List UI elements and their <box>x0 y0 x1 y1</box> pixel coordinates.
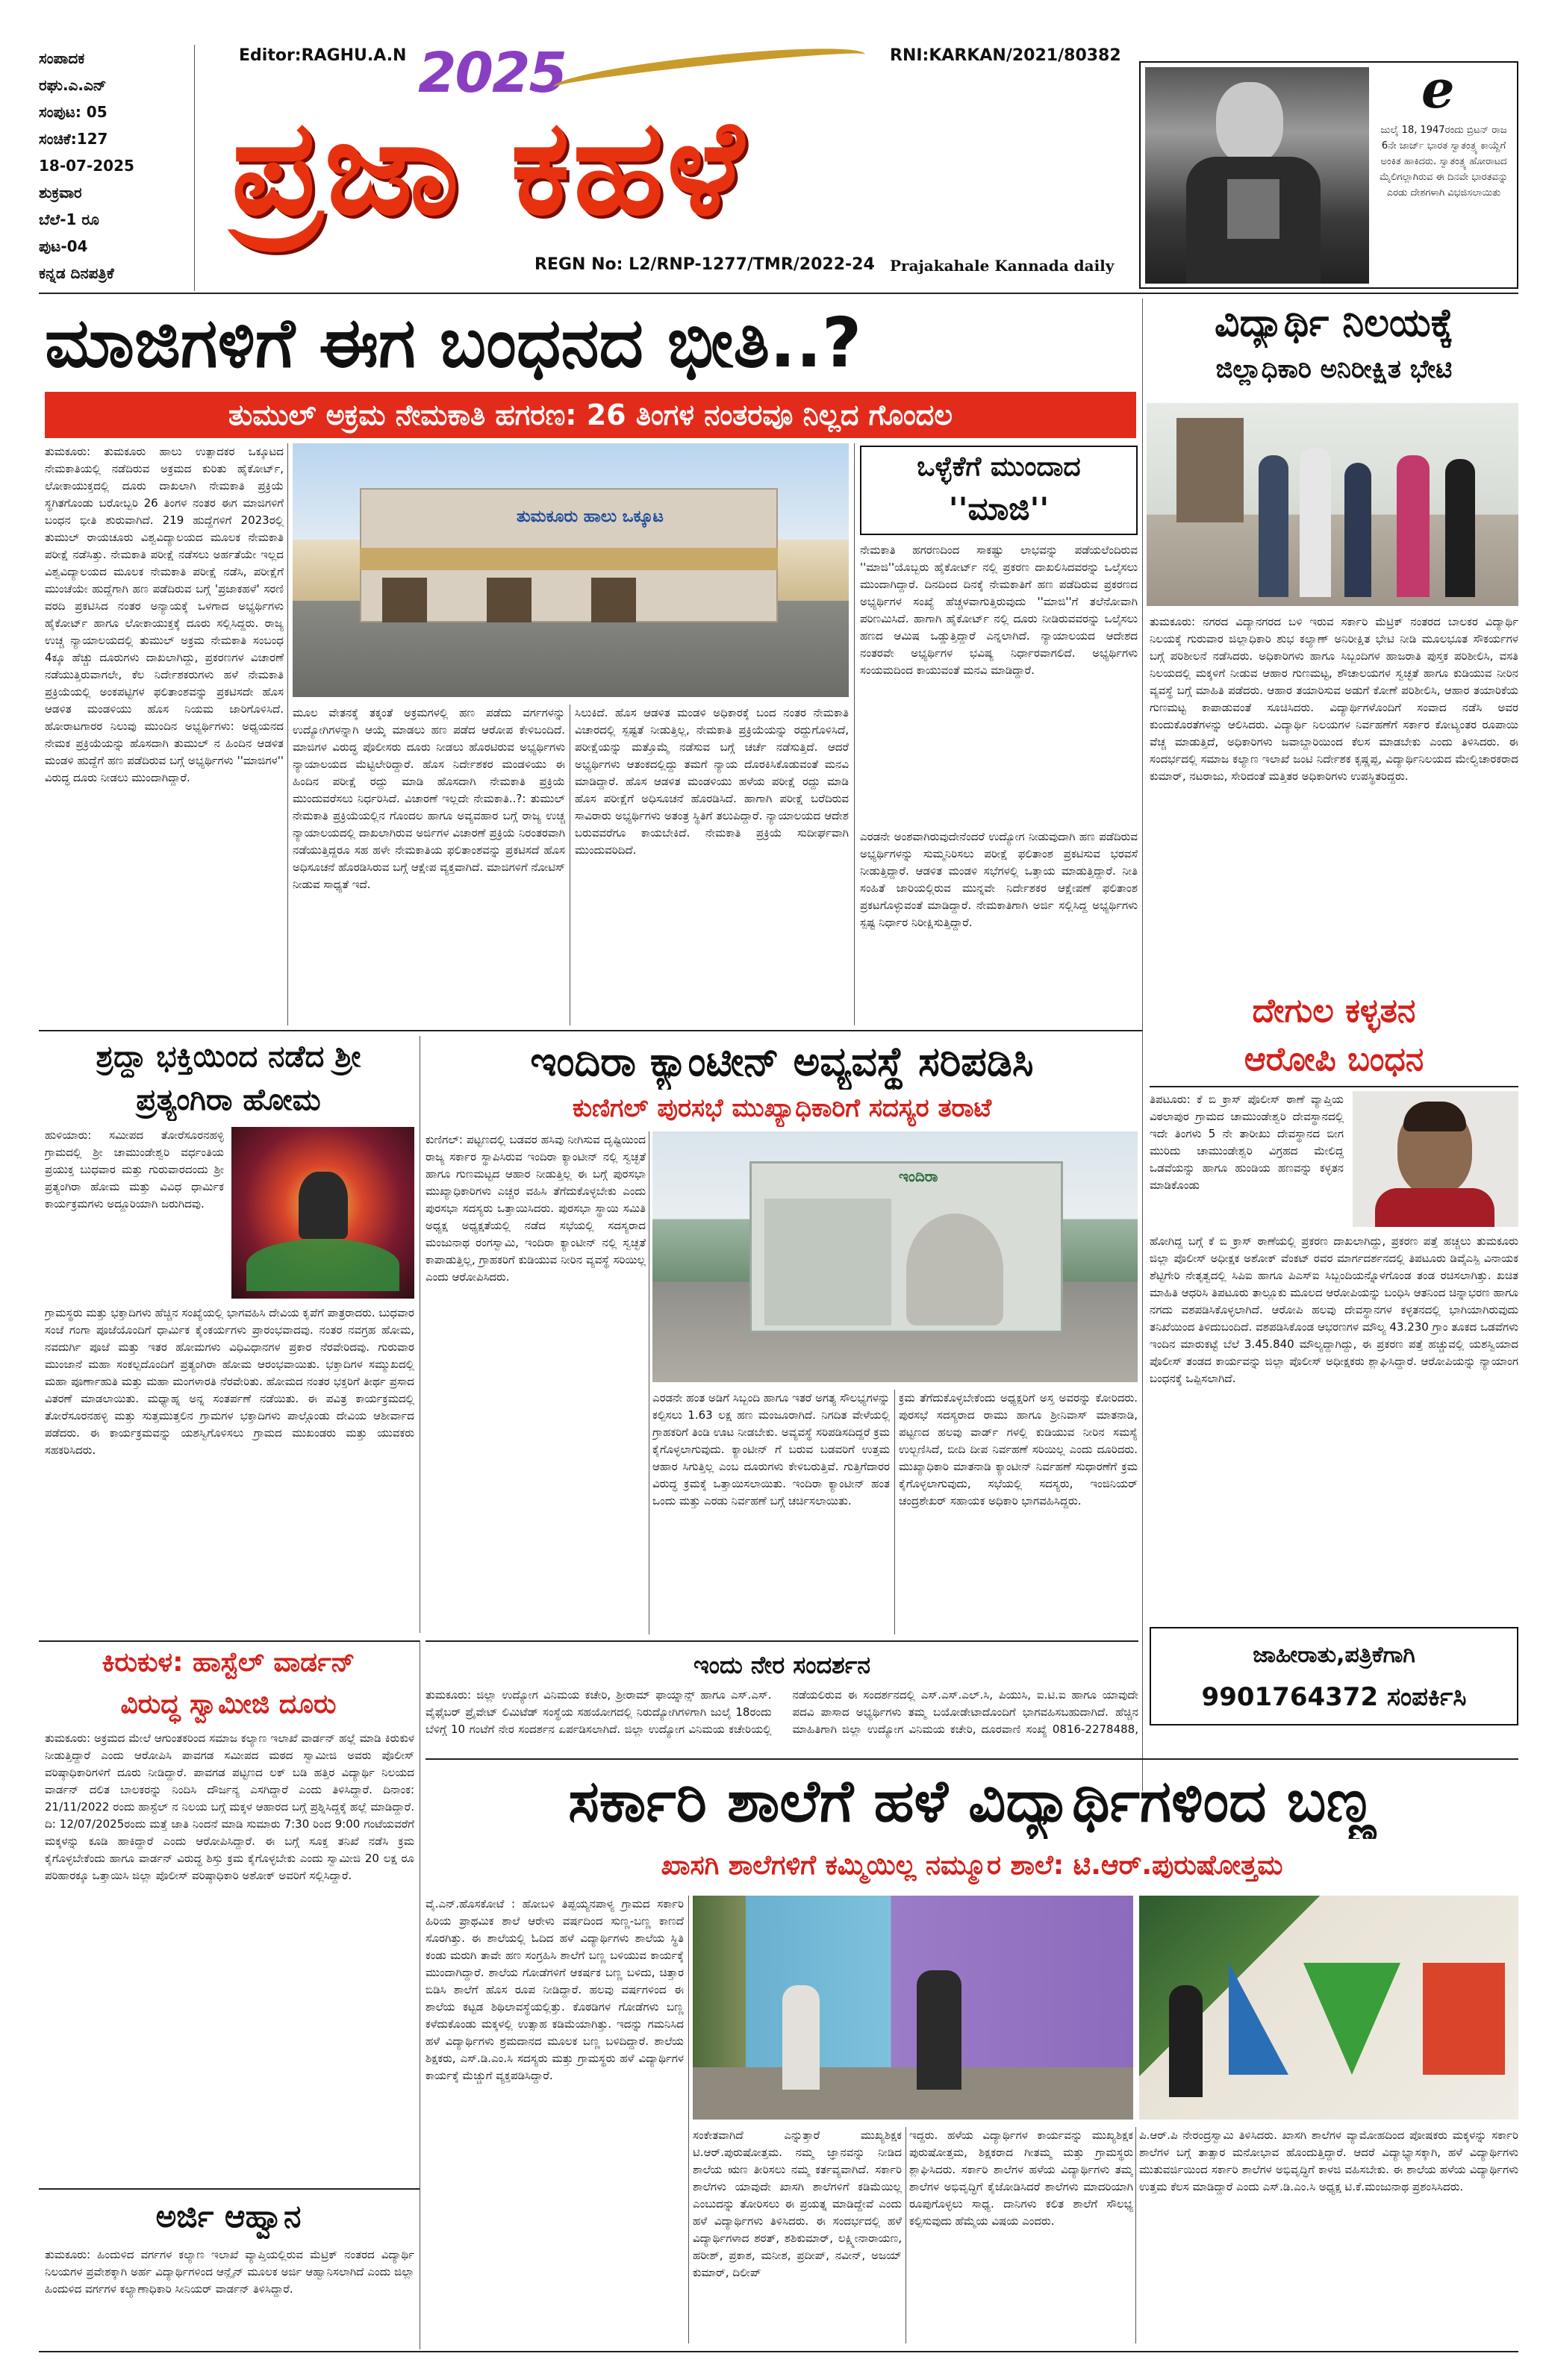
side-story-headline-1: ಒಳ್ಳೆಕೆಗೆ ಮುಂದಾದ <box>917 452 1081 482</box>
school-col-2: ಸಂಕೇತವಾಗಿದೆ ಎನ್ನುತ್ತಾರೆ ಮುಖ್ಯಶಿಕ್ಷಕ ಟಿ.ಆರ್.ಪುರುಷೋತ್ತಮ. ನಮ್ಮ ಜ್ಞಾನವನ್ನು ನೀಡಿದ ಶಾಲೆಯ ಋಣ ತೀರಿಸಲು ನಮ್ಮ ಕರ್ತವ್ಯವಾಗಿದೆ. ಸರ್ಕಾರಿ ಶಾಲೆಗಳು ಯಾವುದೇ ಖಾಸಗಿ ಶಾಲೆಗಳಿಗೆ ಕಡಿಮೆಯಿಲ್ಲ ಎಂಬುದನ್ನು ತೋರಿಸಲು ಈ ಪ್ರಯತ್ನ ಮಾಡಿದ್ದೇವೆ ಎಂದು ಹಳೆ ವಿದ್ಯಾರ್ಥಿಗಳು ತಿಳಿಸಿದರು. ಈ ಸಂದರ್ಭದಲ್ಲಿ ಹಳೆ ವಿದ್ಯಾರ್ಥಿಗಳಾದ ಶರತ್, ಶಶಿಕುಮಾರ್, ಲಕ್ಷ್ಮೀನಾರಾಯಣ, ಹರೀಶ್, ಪ್ರಕಾಶ, ಮನೀಶ, ಪ್ರದೀಪ್, ನವೀನ್, ಅಜಯ್ ಕುಮಾರ್, ದಿಲೀಪ್ <box>693 2128 902 2279</box>
lead-headline: ಮಾಜಿಗಳಿಗೆ ಈಗ ಬಂಧನದ ಭೀತಿ..? <box>45 303 862 383</box>
masthead-info-line: ಪುಟ-04 <box>39 237 88 255</box>
milk-union-photo <box>293 443 849 697</box>
homa-headline-2: ಪ್ರತ್ಯಂಗಿರಾ ಹೋಮ <box>136 1083 321 1117</box>
hostel-headline-1: ವಿದ್ಯಾರ್ಥಿ ನಿಲಯಕ್ಕೆ <box>1214 301 1454 346</box>
king-george-photo <box>1145 67 1369 284</box>
hostel-story-text: ತುಮಕೂರು: ನಗರದ ವಿದ್ಯಾನಗರದ ಬಳಿ ಇರುವ ಸರ್ಕಾರಿ ಮೆಟ್ರಿಕ್ ನಂತರದ ಬಾಲಕರ ವಿದ್ಯಾರ್ಥಿ ನಿಲಯಕ್ಕೆ ಗುರುವಾರ ಜಿಲ್ಲಾಧಿಕಾರಿ ಶುಭ ಕಲ್ಯಾಣ್ ಅನಿರೀಕ್ಷಿತ ಭೇಟಿ ನೀಡಿ ಮೂಲಭೂತ ಸೌಕರ್ಯಗಳ ಬಗ್ಗೆ ಪರಿಶೀಲನೆ ನಡೆಸಿದರು. ಅಧಿಕಾರಿಗಳು ಹಾಗೂ ಸಿಬ್ಬಂದಿಗಳ ಹಾಜರಾತಿ ಪುಸ್ತಕ ಪರಿಶೀಲಿಸಿ, ವಸತಿ ನಿಲಯದಲ್ಲಿ ಮಕ್ಕಳಿಗೆ ನೀಡುವ ಆಹಾರ ಗುಣಮಟ್ಟ, ಶೌಚಾಲಯಗಳ ಸ್ವಚ್ಛತೆ ಹಾಗೂ ಕುಡಿಯುವ ನೀರಿನ ವ್ಯವಸ್ಥೆ ಬಗ್ಗೆ ಮಾಹಿತಿ ಪಡೆದರು. ಆಹಾರ ತಯಾರಿಸುವ ಅಡುಗೆ ಕೋಣೆ ಪರಿಶೀಲಿಸಿ, ಆಹಾರ ತಯಾರಿಕೆಯ ಗುಣಮಟ್ಟ ಕಾಪಾಡುವಂತೆ ಸೂಚಿಸಿದರು. ವಿದ್ಯಾರ್ಥಿಗಳೊಂದಿಗೆ ಸಂವಾದ ನಡೆಸಿ ಅವರ ಕುಂದುಕೊರತೆಗಳನ್ನು ಆಲಿಸಿದರು. ವಿದ್ಯಾರ್ಥಿ ನಿಲಯಗಳ ನಿರ್ವಹಣೆಗೆ ಸರ್ಕಾರ ಕೋಟ್ಯಂತರ ರೂಪಾಯಿ ವೆಚ್ಚ ಮಾಡುತ್ತಿದೆ, ಅಧಿಕಾರಿಗಳು ಜವಾಬ್ದಾರಿಯಿಂದ ಕೆಲಸ ಮಾಡಬೇಕು ಎಂದು ತಿಳಿಸಿದರು. ಈ ಸಂದರ್ಭದಲ್ಲಿ ಸಮಾಜ ಕಲ್ಯಾಣ ಇಲಾಖೆ ಜಂಟಿ ನಿರ್ದೇಶಕ ಕೃಷ್ಣಪ್ಪ, ವಿದ್ಯಾರ್ಥಿನಿಲಯದ ಮೇಲ್ವಿಚಾರಕರಾದ ಕುಮಾರ್, ನಟರಾಜು, ಸೇರಿದಂತೆ ಮತ್ತಿತರ ಅಧಿಕಾರಿಗಳು ಉಪಸ್ಥಿತರಿದ್ದರು. <box>1150 615 1518 783</box>
homa-text-top: ಹುಳಿಯಾರು: ಸಮೀಪದ ತೋರೆಸೂರನಹಳ್ಳಿ ಗ್ರಾಮದಲ್ಲಿ ಶ್ರೀ ಚಾಮುಂಡೇಶ್ವರಿ ವರ್ಧಂತಿಯ ಪ್ರಯುಕ್ತ ಬುಧವಾರ ಮತ್ತು ಗುರುವಾರದಂದು ಶ್ರೀ ಪ್ರತ್ಯಂಗಿರಾ ಹೋಮ ಮತ್ತು ವಿವಿಧ ಧಾರ್ಮಿಕ ಕಾರ್ಯಕ್ರಮಗಳು ಅದ್ದೂರಿಯಾಗಿ ಜರುಗಿದವು. <box>45 1128 224 1211</box>
warden-text: ತುಮಕೂರು: ಅಕ್ರಮದ ಮೇಲೆ ಆಗುಂತಕರಿಂದ ಸಮಾಜ ಕಲ್ಯಾಣ ಇಲಾಖೆ ವಾರ್ಡನ್ ಹಲ್ಲೆ ಮಾಡಿ ಕಿರುಕುಳ ನೀಡುತ್ತಿದ್ದಾರೆ ಎಂದು ಆರೋಪಿಸಿ ಪಾವಗಡ ಸಮೀಪದ ಮಠದ ಸ್ವಾಮೀಜಿ ಅವರು ಪೊಲೀಸ್ ವರಿಷ್ಠಾಧಿಕಾರಿಗಳಿಗೆ ದೂರು ನೀಡಿದ್ದಾರೆ. ಪಾವಗಡ ಪಟ್ಟಣದ ಲಕ್ ಬಡಿ ಹತ್ತಿರ ವಿದ್ಯಾರ್ಥಿ ನಿಲಯದ ವಾರ್ಡನ್ ದಲಿತ ಬಾಲಕರನ್ನು ನಿಂದಿಸಿ ದೌರ್ಜನ್ಯ ಎಸಗಿದ್ದಾರೆ ಎಂದು ತಿಳಿಸಿದ್ದಾರೆ. ದಿನಾಂಕ: 21/11/2022 ರಂದು ಹಾಸ್ಟೆಲ್ ನ ನಿಲಯ ಬಗ್ಗೆ ಮಕ್ಕಳ ಆಹಾರದ ಬಗ್ಗೆ ಪ್ರಶ್ನಿಸಿದ್ದಕ್ಕೆ ಹಲ್ಲೆ ಮಾಡಿದ್ದಾರೆ. ದಿ: 12/07/2025ರಂದು ಮತ್ತೆ ಜಾತಿ ನಿಂದನೆ ಮಾಡಿ ಸುಮಾರು 7:30 ರಿಂದ 9:00 ಗಂಟೆಯವರೆಗೆ ಮಕ್ಕಳನ್ನು ಕೂಡಿ ಹಾಕಿದ್ದಾರೆ ಎಂದು ಆರೋಪಿಸಿದ್ದಾರೆ. ಈ ಬಗ್ಗೆ ಸೂಕ್ತ ತನಿಖೆ ನಡೆಸಿ ಕ್ರಮ ಕೈಗೊಳ್ಳಬೇಕೆಂದು ಹಾಗೂ ವಾರ್ಡನ್ ವಿರುದ್ಧ ಶಿಸ್ತು ಕ್ರಮ ಕೈಗೊಳ್ಳಬೇಕು ಎಂದು ಸ್ವಾಮೀಜಿ 20 ಲಕ್ಷ ರೂ ಪರಿಹಾರಕ್ಕೂ ಒತ್ತಾಯಿಸಿ ಜಿಲ್ಲಾ ಪೊಲೀಸ್ ವರಿಷ್ಠಾಧಿಕಾರಿ ಅಶೋಕ್ ಅವರಿಗೆ ಸಲ್ಲಿಸಿದ್ದಾರೆ. <box>45 1731 414 1882</box>
wall-painting-photo-1 <box>693 1896 1133 2120</box>
registration-number: REGN No: L2/RNP-1277/TMR/2022-24 <box>534 255 875 274</box>
homa-headline-1: ಶ್ರದ್ಧಾ ಭಕ್ತಿಯಿಂದ ನಡೆದ ಶ್ರೀ <box>96 1040 361 1074</box>
history-box <box>1139 58 1518 289</box>
canteen-col-2: ಎರಡನೇ ಹಂತ ಅಡಿಗೆ ಸಿಬ್ಬಂದಿ ಹಾಗೂ ಇತರೆ ಅಗತ್ಯ ಸೌಲಭ್ಯಗಳನ್ನು ಕಲ್ಪಿಸಲು 1.63 ಲಕ್ಷ ಹಣ ಮಂಜೂರಾಗಿದೆ. ನಿಗದಿತ ವೇಳೆಯಲ್ಲಿ ಗ್ರಾಹಕರಿಗೆ ತಿಂಡಿ ಊಟ ನೀಡಬೇಕು. ಅವ್ಯವಸ್ಥೆ ಸರಿಪಡಿಸದಿದ್ದರೆ ಕ್ರಮ ಕೈಗೊಳ್ಳಲಾಗುವುದು. ಕ್ಯಾಂಟೀನ್ ಗೆ ಬರುವ ಬಡವರಿಗೆ ಉತ್ತಮ ಆಹಾರ ಸಿಗುತ್ತಿಲ್ಲ ಎಂಬ ದೂರುಗಳು ಕೇಳಿಬರುತ್ತಿವೆ. ಗುತ್ತಿಗೆದಾರರ ವಿರುದ್ಧ ಕ್ರಮಕ್ಕೆ ಒತ್ತಾಯಿಸಲಾಯಿತು. ಇಂದಿರಾ ಕ್ಯಾಂಟೀನ್ ಹಂತ ಒಂದು ಮತ್ತು ಎರಡು ನಿರ್ವಹಣೆ ಬಗ್ಗೆ ಚರ್ಚಿಸಲಾಯಿತು. <box>652 1391 890 1508</box>
e-paper-logo: e <box>1421 58 1455 120</box>
goddess-idol-photo <box>231 1127 414 1299</box>
masthead-info-line: ಸಂಪುಟ: 05 <box>39 103 107 121</box>
hostel-headline-2: ಜಿಲ್ಲಾಧಿಕಾರಿ ಅನಿರೀಕ್ಷಿತ ಭೇಟಿ <box>1215 354 1453 384</box>
accused-photo <box>1353 1091 1518 1227</box>
lead-subhead: ತುಮುಲ್ ಅಕ್ರಮ ನೇಮಕಾತಿ ಹಗರಣ: 26 ತಿಂಗಳ ನಂತರವೂ ನಿಲ್ಲದ ಗೊಂದಲ <box>45 392 1136 438</box>
canteen-subhead: ಕುಣಿಗಲ್ ಪುರಸಭೆ ಮುಖ್ಯಾಧಿಕಾರಿಗೆ ಸದಸ್ಯರ ತರಾಟೆ <box>572 1093 992 1123</box>
application-heading: ಅರ್ಜಿ ಆಹ್ವಾನ <box>155 2198 302 2234</box>
advertisement-box <box>1150 1627 1518 1725</box>
application-text: ತುಮಕೂರು: ಹಿಂದುಳಿದ ವರ್ಗಗಳ ಕಲ್ಯಾಣ ಇಲಾಖೆ ವ್ಯಾಪ್ತಿಯಲ್ಲಿರುವ ಮೆಟ್ರಿಕ್ ನಂತರದ ವಿದ್ಯಾರ್ಥಿ ನಿಲಯಗಳ ಪ್ರವೇಶಕ್ಕಾಗಿ ಅರ್ಹ ವಿದ್ಯಾರ್ಥಿಗಳಿಂದ ಆನ್ಲೈನ್ ಮೂಲಕ ಅರ್ಜಿ ಆಹ್ವಾನಿಸಲಾಗಿದೆ ಎಂದು ಜಿಲ್ಲಾ ಹಿಂದುಳಿದ ವರ್ಗಗಳ ಕಲ್ಯಾಣಾಧಿಕಾರಿ ಸೀನಿಯರ್ ವಾರ್ಡನ್ ತಿಳಿಸಿದ್ದಾರೆ. <box>45 2248 414 2296</box>
warden-headline-2: ವಿರುದ್ಧ ಸ್ವಾಮೀಜಿ ದೂರು <box>120 1689 337 1720</box>
canteen-col-3: ಕ್ರಮ ತೆಗೆದುಕೊಳ್ಳಬೇಕೆಂದು ಅಧ್ಯಕ್ಷರಿಗೆ ಅಸ್ತ ಅವರನ್ನು ಕೋರಿದರು. ಪುರಸಭೆ ಸದಸ್ಯರಾದ ರಾಮು ಹಾಗೂ ಶ್ರೀನಿವಾಸ್ ಮಾತನಾಡಿ, ಪಟ್ಟಣದ ಹಲವು ವಾರ್ಡ್ ಗಳಲ್ಲಿ ಕುಡಿಯುವ ನೀರಿನ ಸಮಸ್ಯೆ ಉಲ್ಬಣಿಸಿದೆ, ಬೀದಿ ದೀಪ ನಿರ್ವಹಣೆ ಸರಿಯಿಲ್ಲ ಎಂದು ದೂರಿದರು. ಮುಖ್ಯಾಧಿಕಾರಿ ಮಾತನಾಡಿ ಕ್ಯಾಂಟೀನ್ ನಿರ್ವಹಣೆ ಸುಧಾರಣೆಗೆ ಕ್ರಮ ಕೈಗೊಳ್ಳಲಾಗುವುದು, ಸಭೆಯಲ್ಲಿ ಸದಸ್ಯರು, ಇಂಜಿನಿಯರ್ ಚಂದ್ರಶೇಖರ್ ಸಹಾಯಕ ಅಧಿಕಾರಿ ಭಾಗವಹಿಸಿದ್ದರು. <box>899 1391 1138 1508</box>
school-col-4: ಪಿ.ಆರ್.ಪಿ ನೇರಂದ್ರಸ್ವಾಮಿ ತಿಳಿಸಿದರು. ಖಾಸಗಿ ಶಾಲೆಗಳ ವ್ಯಾಮೋಹದಿಂದ ಪೋಷಕರು ಮಕ್ಕಳನ್ನು ಸರ್ಕಾರಿ ಶಾಲೆಗಳ ಬಗ್ಗೆ ತಾತ್ಸಾರ ಮನೋಭಾವ ಹೊಂದುತ್ತಿದ್ದಾರೆ. ಆದರೆ ವಿದ್ಯಾಭ್ಯಾಸಕ್ಕಾಗಿ, ಹಳೆ ವಿದ್ಯಾರ್ಥಿಗಳು ಮುತುವರ್ಜಿಯಿಂದ ಸರ್ಕಾರಿ ಶಾಲೆಗಳ ಅಭಿವೃದ್ಧಿಗೆ ಕಾಳಜಿ ವಹಿಸಬೇಕು. ಈ ಶಾಲೆಯ ಹಳೆಯ ವಿದ್ಯಾರ್ಥಿಗಳು ಉತ್ತಮ ಕೆಲಸ ಮಾಡಿದ್ದಾರೆ ಎಂದು ಎಸ್.ಡಿ.ಎಂ.ಸಿ ಅಧ್ಯಕ್ಷ ಟಿ.ಕೆ.ಮಂಜುನಾಥ ಪ್ರಶಂಸಿಸಿದರು. <box>1139 2128 1518 2193</box>
masthead-info-line: ಕನ್ನಡ ದಿನಪತ್ರಿಕೆ <box>39 264 114 282</box>
side-story-headline-2: ''ಮಾಜಿ'' <box>948 490 1050 527</box>
wall-painting-photo-2 <box>1139 1896 1518 2120</box>
school-headline: ಸರ್ಕಾರಿ ಶಾಲೆಗೆ ಹಳೆ ವಿದ್ಯಾರ್ಥಿಗಳಿಂದ ಬಣ್ಣ <box>568 1768 1376 1835</box>
masthead-info-line: ಸಂಪಾದಕ <box>39 49 85 67</box>
side-story-text: ನೇಮಕಾತಿ ಹಗರಣದಿಂದ ಸಾಕಷ್ಟು ಲಾಭವನ್ನು ಪಡೆಯಲೆಂದಿರುವ ''ಮಾಜಿ''ಯೊಬ್ಬರು ಹೈಕೋರ್ಟ್ ನಲ್ಲಿ ಪ್ರಕರಣ ದಾಖಲಿಸಿದವರನ್ನು ಒಲೈಸಲು ಮುಂದಾಗಿದ್ದಾರೆ. ದಿನದಿಂದ ದಿನಕ್ಕೆ ನೇಮಕಾತಿಗೆ ಹಣ ಪಡೆದಿರುವ ಪ್ರಕರಣದ ಅಭ್ಯರ್ಥಿಗಳ ಸಂಖ್ಯೆ ಹೆಚ್ಚಳವಾಗುತ್ತಿರುವುದು ''ಮಾಜಿ''ಗೆ ತಲೆನೋವಾಗಿ ಪರಿಣಮಿಸಿದೆ. ಹಾಗಾಗಿ ಹೈಕೋರ್ಟ್ ನಲ್ಲಿ ದೂರು ನೀಡಿರುವವರನ್ನು ಒಲೈಸಲು ಹಣದ ಆಮಿಷ ಒಡ್ಡುತ್ತಿದ್ದಾರೆ ಎನ್ನಲಾಗಿದೆ. ನ್ಯಾಯಾಲಯದ ಆದೇಶದ ನಂತರವೇ ಅಭ್ಯರ್ಥಿಗಳ ಭವಿಷ್ಯ ನಿರ್ಧಾರವಾಗಲಿದೆ. ಅಭ್ಯರ್ಥಿಗಳು ಸಂಯಮದಿಂದ ಕಾಯುವಂತೆ ಮನವಿ ಮಾಡಿದ್ದಾರೆ. <box>860 543 1138 677</box>
masthead-info-line: ರಘು.ಎ.ಎನ್ <box>39 76 107 94</box>
masthead-info-line: 18-07-2025 <box>39 157 134 175</box>
temple-text: ಹೋಗಿದ್ದ ಬಗ್ಗೆ ಕೆ ಬಿ ಕ್ರಾಸ್ ಠಾಣೆಯಲ್ಲಿ ಪ್ರಕರಣ ದಾಖಲಾಗಿದ್ದು, ಪ್ರಕರಣ ಪತ್ತೆ ಹಚ್ಚಲು ತುಮಕೂರು ಜಿಲ್ಲಾ ಪೊಲೀಸ್ ಅಧೀಕ್ಷಕ ಅಶೋಕ್ ವೆಂಕಟ್ ರವರ ಮಾರ್ಗದರ್ಶನದಲ್ಲಿ ತಿಪಟೂರು ಡಿವೈಎಸ್ಪಿ ವಿನಾಯಕ ಶೆಟ್ಟಿಗೇರಿ ನೇತೃತ್ವದಲ್ಲಿ ಸಿಪಿಐ ಹಾಗೂ ಪಿಎಸ್ಐ ಸಿಬ್ಬಂದಿಯನ್ನೊಳಗೊಂಡ ತಂಡ ರಚಿಸಲಾಗಿತ್ತು. ಖಚಿತ ಮಾಹಿತಿ ಆಧರಿಸಿ ತಿಪಟೂರು ತಾಲ್ಲೂಕು ಮೂಲದ ಆರೋಪಿಯನ್ನು ಬಂಧಿಸಿ ಆತನಿಂದ ಚಿನ್ನಾಭರಣ ಹಾಗೂ ನಗದು ವಶಪಡಿಸಿಕೊಳ್ಳಲಾಗಿದೆ. ಆರೋಪಿ ಹಲವು ದೇವಸ್ಥಾನಗಳ ಕಳ್ಳತನದಲ್ಲಿ ಭಾಗಿಯಾಗಿರುವುದು ತನಿಖೆಯಿಂದ ತಿಳಿದುಬಂದಿದೆ. ವಶಪಡಿಸಿಕೊಂಡ ಆಭರಣಗಳ ಮೌಲ್ಯ 43.230 ಗ್ರಾಂ ತೂಕದ ಒಡವೆಗಳು ಇಂದಿನ ಮಾರುಕಟ್ಟೆ ಬೆಲೆ 3.45.840 ಮೌಲ್ಯದ್ದಾಗಿದ್ದು, ಈ ಪ್ರಕರಣ ಪತ್ತೆ ಹಚ್ಚುವಲ್ಲಿ ಯಶಸ್ವಿಯಾದ ಪೊಲೀಸ್ ತಂಡದ ಕಾರ್ಯವನ್ನು ಜಿಲ್ಲಾ ಪೊಲೀಸ್ ಅಧೀಕ್ಷಕರು ಶ್ಲಾಘಿಸಿದ್ದಾರೆ. ಆರೋಪಿಯನ್ನು ನ್ಯಾಯಾಂಗ ಬಂಧನಕ್ಕೆ ಒಪ್ಪಿಸಲಾಗಿದೆ. <box>1150 1234 1518 1385</box>
paper-title: ಪ್ರಜಾ ಕಹಳೆ <box>231 91 747 244</box>
rni-number: RNI:KARKAN/2021/80382 <box>890 46 1121 65</box>
indira-canteen-sign: ಇಂದಿರಾ <box>899 1167 938 1185</box>
school-col-1: ವೈ.ಎನ್.ಹೊಸಕೋಟೆ : ಹೋಬಳಿ ತಿಪ್ಪಯ್ಯನಪಾಳ್ಯ ಗ್ರಾಮದ ಸರ್ಕಾರಿ ಹಿರಿಯ ಪ್ರಾಥಮಿಕ ಶಾಲೆ ಆರೇಳು ವರ್ಷದಿಂದ ಸುಣ್ಣ-ಬಣ್ಣ ಕಾಣದೆ ಸೊರಗಿತ್ತು. ಈ ಶಾಲೆಯಲ್ಲಿ ಓದಿದ ಹಳೆ ವಿದ್ಯಾರ್ಥಿಗಳು ಶಾಲೆಯ ಸ್ಥಿತಿ ಕಂಡು ಮರುಗಿ ತಾವೇ ಹಣ ಸಂಗ್ರಹಿಸಿ ಶಾಲೆಗೆ ಬಣ್ಣ ಬಳಿಯುವ ಕಾರ್ಯಕ್ಕೆ ಮುಂದಾಗಿದ್ದಾರೆ. ಶಾಲೆಯ ಗೋಡೆಗಳಿಗೆ ಆಕರ್ಷಕ ಬಣ್ಣ ಬಳಿದು, ಚಿತ್ತಾರ ಬಿಡಿಸಿ ಶಾಲೆಗೆ ಹೊಸ ರೂಪ ನೀಡಿದ್ದಾರೆ. ಹಲವು ವರ್ಷಗಳಿಂದ ಈ ಶಾಲೆಯ ಕಟ್ಟಡ ಶಿಥಿಲಾವಸ್ಥೆಯಲ್ಲಿತ್ತು. ಕೊಠಡಿಗಳ ಗೋಡೆಗಳು ಬಣ್ಣ ಕಳೆದುಕೊಂಡು ಮಕ್ಕಳಲ್ಲಿ ಉತ್ಸಾಹ ಕಡಿಮೆಯಾಗಿತ್ತು. ಇದನ್ನು ಗಮನಿಸಿದ ಹಳೆ ವಿದ್ಯಾರ್ಥಿಗಳು ಶ್ರಮದಾನದ ಮೂಲಕ ಬಣ್ಣ ಬಳಿದಿದ್ದಾರೆ. ಶಾಲೆಯ ಶಿಕ್ಷಕರು, ಎಸ್.ಡಿ.ಎಂ.ಸಿ ಸದಸ್ಯರು ಮತ್ತು ಗ್ರಾಮಸ್ಥರು ಹಳೆ ವಿದ್ಯಾರ್ಥಿಗಳ ಕಾರ್ಯಕ್ಕೆ ಮೆಚ್ಚುಗೆ ವ್ಯಕ್ತಪಡಿಸಿದ್ದಾರೆ. <box>426 1897 684 2082</box>
canteen-headline: ಇಂದಿರಾ ಕ್ಯಾಂಟೀನ್ ಅವ್ಯವಸ್ಥೆ ಸರಿಪಡಿಸಿ <box>530 1038 1034 1085</box>
side-story-text-lower: ಎರಡನೇ ಅಂಶವಾಗಿರುವುದೇನೆಂದರೆ ಉದ್ಯೋಗ ನೀಡುವುದಾಗಿ ಹಣ ಪಡೆದಿರುವ ಅಭ್ಯರ್ಥಿಗಳನ್ನು ಸುಮ್ಮನಿರಿಸಲು ಪರೀಕ್ಷೆ ಫಲಿತಾಂಶ ಪ್ರಕಟಿಸುವ ಭರವಸೆ ನೀಡುತ್ತಿದ್ದಾರೆ. ಆಡಳಿತ ಮಂಡಳಿ ಸಭೆಗಳಲ್ಲಿ ಒತ್ತಾಯ ಮಾಡುತ್ತಿದ್ದಾರೆ. ನೀತಿ ಸಂಹಿತೆ ಜಾರಿಯಲ್ಲಿರುವ ಮುನ್ನವೇ ನಿರ್ದೇಶಕರ ಆಕ್ಷೇಪಣೆ ಫಲಿತಾಂಶ ಪ್ರಕಟಗೊಳ್ಳುವಂತೆ ಮಾಡಿದ್ದಾರೆ. ನೇಮಕಾತಿಗಾಗಿ ಅರ್ಜಿ ಸಲ್ಲಿಸಿದ್ದ ಅಭ್ಯರ್ಥಿಗಳು ಸ್ಪಷ್ಟ ನಿರ್ಧಾರ ನಿರೀಕ್ಷಿಸುತ್ತಿದ್ದಾರೆ. <box>860 830 1138 929</box>
paper-name-english: Prajakahale Kannada daily <box>890 257 1115 275</box>
ad-line-1: ಜಾಹೀರಾತು,ಪತ್ರಿಕೆಗಾಗಿ <box>1253 1642 1415 1668</box>
indira-canteen-photo <box>652 1131 1138 1382</box>
temple-text-top: ತಿಪಟೂರು: ಕೆ ಬಿ ಕ್ರಾಸ್ ಪೊಲೀಸ್ ಠಾಣೆ ವ್ಯಾಪ್ತಿಯ ವಿಠಲಾಪುರ ಗ್ರಾಮದ ಚಾಮುಂಡೇಶ್ವರಿ ದೇವಸ್ಥಾನದಲ್ಲಿ ಇದೇ ತಿಂಗಳು 5 ನೇ ತಾರೀಖು ದೇವಸ್ಥಾನದ ಬೀಗ ಮುರಿದು ಚಾಮುಂಡೇಶ್ವರಿ ವಿಗ್ರಹದ ಮೇಲಿದ್ದ ಒಡವೆಯನ್ನು ಹಾಗೂ ಹುಂಡಿಯ ಹಣವನ್ನು ಕಳ್ಳತನ ಮಾಡಿಕೊಂಡು <box>1150 1093 1344 1192</box>
masthead-left-info <box>39 45 188 291</box>
temple-headline-2: ಆರೋಪಿ ಬಂಧನ <box>1244 1040 1424 1078</box>
today-visit-heading: ಇಂದು ನೇರ ಸಂದರ್ಶನ <box>693 1651 871 1679</box>
collector-visit-photo <box>1147 403 1518 606</box>
warden-headline-1: ಕಿರುಕುಳ: ಹಾಸ್ಟೆಲ್ ವಾರ್ಡನ್ <box>102 1647 355 1678</box>
masthead-info-line: ಸಂಚಿಕೆ:127 <box>39 130 108 148</box>
canteen-col-1: ಕುಣಿಗಲ್: ಪಟ್ಟಣದಲ್ಲಿ ಬಡವರ ಹಸಿವು ನೀಗಿಸುವ ದೃಷ್ಟಿಯಿಂದ ರಾಜ್ಯ ಸರ್ಕಾರ ಸ್ಥಾಪಿಸಿರುವ ಇಂದಿರಾ ಕ್ಯಾಂಟೀನ್ ನಲ್ಲಿ ಸ್ವಚ್ಛತೆ ಹಾಗೂ ಗುಣಮಟ್ಟದ ಆಹಾರ ನೀಡುತ್ತಿಲ್ಲ ಈ ಬಗ್ಗೆ ಪುರಸಭಾ ಮುಖ್ಯಾಧಿಕಾರಿಗಳು ಎಚ್ಚರ ವಹಿಸಿ ತೆಗೆದುಕೊಳ್ಳಬೇಕು ಎಂದು ಪುರಸಭಾ ಸದಸ್ಯರು ಒತ್ತಾಯಿಸಿದರು. ಪುರಸಭಾ ಸ್ಥಾಯಿ ಸಮಿತಿ ಅಧ್ಯಕ್ಷ ಅಧ್ಯಕ್ಷತೆಯಲ್ಲಿ ನಡೆದ ಸಭೆಯಲ್ಲಿ ಸದಸ್ಯರಾದ ಮಂಜುನಾಥ ರಂಗಸ್ವಾಮಿ, ಇಂದಿರಾ ಕ್ಯಾಂಟೀನ್ ನಲ್ಲಿ ಸ್ವಚ್ಛತೆ ಕಾಪಾಡುತ್ತಿಲ್ಲ, ಗ್ರಾಹಕರಿಗೆ ಕುಡಿಯುವ ನೀರಿನ ವ್ಯವಸ್ಥೆ ಸರಿಯಿಲ್ಲ ಎಂದು ಆರೋಪಿಸಿದರು. <box>426 1133 646 1284</box>
year-badge: 2025 <box>418 41 566 105</box>
milk-union-sign: ತುಮಕೂರು ಹಾಲು ಒಕ್ಕೂಟ <box>517 507 664 526</box>
temple-headline-1: ದೇಗುಲ ಕಳ್ಳತನ <box>1252 992 1416 1030</box>
today-visit-text: ತುಮಕೂರು: ಜಿಲ್ಲಾ ಉದ್ಯೋಗ ವಿನಿಮಯ ಕಚೇರಿ, ಶ್ರೀರಾಮ್ ಫಾಯ್ನಾನ್ಸ್ ಹಾಗೂ ಎಸ್.ಎಸ್. ವೈಫೈಬರ್ ಪ್ರೈವೇಟ್ ಲಿಮಿಟೆಡ್ ಸಂಸ್ಥೆಯ ಸಹಯೋಗದಲ್ಲಿ ನಿರುದ್ಯೋಗಿಗಳಿಗಾಗಿ ಜುಲೈ 18ರಂದು ಬೆಳಿಗ್ಗೆ 10 ಗಂಟೆಗೆ ನೇರ ಸಂದರ್ಶನ ಏರ್ಪಡಿಸಲಾಗಿದೆ. ಜಿಲ್ಲಾ ಉದ್ಯೋಗ ವಿನಿಮಯ ಕಚೇರಿಯಲ್ಲಿ ನಡೆಯಲಿರುವ ಈ ಸಂದರ್ಶನದಲ್ಲಿ ಎಸ್.ಎಸ್.ಎಲ್.ಸಿ, ಪಿಯುಸಿ, ಐ.ಟಿ.ಐ ಹಾಗೂ ಯಾವುದೇ ಪದವಿ ಪಾಸಾದ ಅಭ್ಯರ್ಥಿಗಳು ತಮ್ಮ ಬಯೋಡೇಟಾದೊಂದಿಗೆ ಭಾಗವಹಿಸಬಹುದಾಗಿದೆ. ಹೆಚ್ಚಿನ ಮಾಹಿತಿಗಾಗಿ ಜಿಲ್ಲಾ ಉದ್ಯೋಗ ವಿನಿಮಯ ಕಚೇರಿ, ದೂರವಾಣಿ ಸಂಖ್ಯೆ 0816-2278488, <box>426 1688 1138 1736</box>
homa-text: ಗ್ರಾಮಸ್ಥರು ಮತ್ತು ಭಕ್ತಾದಿಗಳು ಹೆಚ್ಚಿನ ಸಂಖ್ಯೆಯಲ್ಲಿ ಭಾಗವಹಿಸಿ ದೇವಿಯ ಕೃಪೆಗೆ ಪಾತ್ರರಾದರು. ಬುಧವಾರ ಸಂಜೆ ಗಂಗಾ ಪೂಜೆಯೊಂದಿಗೆ ಧಾರ್ಮಿಕ ಕೈಂಕರ್ಯಗಳು ಪ್ರಾರಂಭವಾದವು. ನಂತರ ನವಗ್ರಹ ಹೋಮ, ನವದುರ್ಗಿ ಪೂಜೆ ಮತ್ತು ಇತರ ಹೋಮಗಳು ವಿಧಿವಿಧಾನಗಳ ಪ್ರಕಾರ ನೆರವೇರಿದವು. ಗುರುವಾರ ಮುಂಜಾನೆ ಮಹಾ ಸಂಕಲ್ಪದೊಂದಿಗೆ ಪ್ರತ್ಯಂಗಿರಾ ಹೋಮ ಆರಂಭವಾಯಿತು. ಭಕ್ತಾದಿಗಳ ಸಮ್ಮುಖದಲ್ಲಿ ಮಹಾ ಪೂರ್ಣಾಹುತಿ ಮತ್ತು ಮಹಾ ಮಂಗಳಾರತಿ ನೆರವೇರಿತು. ಹೋಮದ ನಂತರ ಭಕ್ತರಿಗೆ ತೀರ್ಥ ಪ್ರಸಾದ ವಿತರಣೆ ಮಾಡಲಾಯಿತು. ಮಧ್ಯಾಹ್ನ ಅನ್ನ ಸಂತರ್ಪಣೆ ನಡೆಯಿತು. ಈ ಪವಿತ್ರ ಕಾರ್ಯಕ್ರಮದಲ್ಲಿ ತೋರೆಸೂರನಹಳ್ಳಿ ಮತ್ತು ಸುತ್ತಮುತ್ತಲಿನ ಗ್ರಾಮಗಳ ಭಕ್ತಾದಿಗಳು ಪಾಲ್ಗೊಂಡು ದೇವಿಯ ಆಶೀರ್ವಾದ ಪಡೆದರು. ಈ ಕಾರ್ಯಕ್ರಮವನ್ನು ಯಶಸ್ವಿಗೊಳಿಸಲು ಗ್ರಾಮದ ಮುಖಂಡರು ಮತ್ತು ಯುವಕರು ಸಹಕರಿಸಿದರು. <box>45 1306 414 1457</box>
lead-col-1: ತುಮಕೂರು: ತುಮಕೂರು ಹಾಲು ಉತ್ಪಾದಕರ ಒಕ್ಕೂಟದ ನೇಮಕಾತಿಯಲ್ಲಿ ನಡೆದಿರುವ ಅಕ್ರಮದ ಕುರಿತು ಹೈಕೋರ್ಟ್, ಲೋಕಾಯುಕ್ತದಲ್ಲಿ ದೂರು ದಾಖಲಾಗಿ ನೇಮಕಾತಿ ಪ್ರಕ್ರಿಯೆ ಸ್ಥಗಿತಗೊಂಡು ಬರೋಬ್ಬರಿ 26 ತಿಂಗಳ ನಂತರ ಈಗ ಮಾಜಿಗಳಿಗೆ ಬಂಧನ ಭೀತಿ ಶುರುವಾಗಿದೆ. 219 ಹುದ್ದೆಗಳಿಗೆ 2023ರಲ್ಲಿ ತುಮುಲ್ ರಾಯಚೂರು ವಿಶ್ವವಿದ್ಯಾಲಯದ ಮೂಲಕ ನೇಮಕಾತಿ ಪರೀಕ್ಷೆ ನಡೆಸಿತ್ತು. ನೇಮಕಾತಿ ಪರೀಕ್ಷೆ ನಡೆಸಲು ಅರ್ಹತೆಯೇ ಇಲ್ಲದ ವಿಶ್ವವಿದ್ಯಾಲಯದ ಮೂಲಕ ನೇಮಕಾತಿ ಪರೀಕ್ಷೆ ನಡೆಸಿ, ಪರೀಕ್ಷೆಗೆ ಮುಂಚೆಯೇ ಹುದ್ದೆಗಾಗಿ ಹಣ ಪಡೆದಿರುವ ಬಗ್ಗೆ 'ಪ್ರಜಾಕಹಳೆ' ಸರಣಿ ವರದಿ ಪ್ರಕಟಿಸಿದ ನಂತರ ಅನ್ಯಾಯಕ್ಕೆ ಒಳಗಾದ ಅಭ್ಯರ್ಥಿಗಳು ಹೈಕೋರ್ಟ್ ಹಾಗೂ ಲೋಕಾಯುಕ್ತಕ್ಕೆ ದೂರು ಸಲ್ಲಿಸಿದ್ದರು. ರಾಜ್ಯ ಉಚ್ಚ ನ್ಯಾಯಾಲಯದಲ್ಲಿ ತುಮುಲ್ ಅಕ್ರಮ ನೇಮಕಾತಿ ಸಂಬಂಧ 4ಕ್ಕೂ ಹೆಚ್ಚು ದೂರುಗಳು ದಾಖಲಾಗಿದ್ದು, ಪ್ರಕರಣಗಳ ವಿಚಾರಣೆ ನಡೆಯುತ್ತಿರುವಾಗಲೇ, ಕೆಲ ನಿರ್ದೇಶಕರುಗಳು ಹಳೆ ನೇಮಕಾತಿ ಪ್ರಕ್ರಿಯೆಯಲ್ಲಿ ಅಂಕಪಟ್ಟಿಗಳ ಫಲಿತಾಂಶವನ್ನು ಪ್ರಕಟಿಸದೇ ಹೊಸ ಆಡಳಿತ ಮಂಡಳಿಯು ಹೊಸ ನಿಯಮ ಜಾರಿಗೊಳಿಸಿದೆ. ಹೋರಾಟಗಾರರ ನಿಲುವು ಮುಂದಿನ ಅಭ್ಯರ್ಥಿಗಳು: ಅಧ್ಯಯನದ ನೇಮಕ ಪ್ರಕ್ರಿಯೆಯನ್ನು ಹೊಸದಾಗಿ ತುಮುಲ್ ನ ಹಿಂದಿನ ಆಡಳಿತ ಮಂಡಳಿ ಹುದ್ದೆಗೆ ಹಣ ಪಡೆದಿರುವ ಬಗ್ಗೆ ಅಭ್ಯರ್ಥಿಗಳು ''ಮಾಜಿಗಳ'' ವಿರುದ್ಧ ದೂರು ನೀಡಲು ಮುಂದಾಗಿದ್ದಾರೆ. <box>45 445 284 784</box>
ad-line-2: 9901764372 ಸಂಪರ್ಕಿಸಿ <box>1201 1682 1467 1712</box>
masthead-info-line: ಬೆಲೆ-1 ರೂ <box>39 210 99 228</box>
lead-col-3: ಸಿಲುಕಿದೆ. ಹೊಸ ಆಡಳಿತ ಮಂಡಳಿ ಅಧಿಕಾರಕ್ಕೆ ಬಂದ ನಂತರ ನೇಮಕಾತಿ ವಿಚಾರದಲ್ಲಿ ಸ್ಪಷ್ಟತೆ ನೀಡುತ್ತಿಲ್ಲ, ನೇಮಕಾತಿ ಪ್ರಕ್ರಿಯೆಯನ್ನು ರದ್ದುಗೊಳಿಸಿದೆ, ಪರೀಕ್ಷೆಯನ್ನು ಮತ್ತೊಮ್ಮೆ ನಡೆಸುವ ಬಗ್ಗೆ ಚರ್ಚೆ ನಡೆಸುತ್ತಿದೆ. ಆದರೆ ಅಭ್ಯರ್ಥಿಗಳು ಆತಂಕದಲ್ಲಿದ್ದು ತಮಗೆ ನ್ಯಾಯ ದೊರಕಿಸಿಕೊಡುವಂತೆ ಮನವಿ ಮಾಡಿದ್ದಾರೆ. ಹೊಸ ಆಡಳಿತ ಮಂಡಳಿಯು ಹಳೆಯ ಪರೀಕ್ಷೆ ರದ್ದು ಮಾಡಿ ಹೊಸ ಪರೀಕ್ಷೆಗೆ ಅಧಿಸೂಚನೆ ಹೊರಡಿಸಿದೆ. ಹಾಗಾಗಿ ಪರೀಕ್ಷೆ ಬರೆದಿರುವ ಸಾವಿರಾರು ಅಭ್ಯರ್ಥಿಗಳು ಅತಂತ್ರ ಸ್ಥಿತಿಗೆ ತಲುಪಿದ್ದಾರೆ. ನ್ಯಾಯಾಲಯದ ಆದೇಶ ಬರುವವರೆಗೂ ಕಾಯಬೇಕಿದೆ. ನೇಮಕಾತಿ ಪ್ರಕ್ರಿಯೆ ಸುದೀರ್ಘವಾಗಿ ಮುಂದುವರಿದಿದೆ. <box>575 706 849 857</box>
masthead-info-line: ಶುಕ್ರವಾರ <box>39 184 82 202</box>
history-caption: ಜುಲೈ 18, 1947ರಂದು ಬ್ರಿಟನ್ ರಾಜ 6ನೇ ಜಾರ್ಜ್ ಭಾರತ ಸ್ವಾತಂತ್ರ್ಯ ಕಾಯ್ದೆಗೆ ಅಂಕಿತ ಹಾಕಿದರು. ಸ್ವಾತಂತ್ರ್ಯ ಹೋರಾಟದ ಮೈಲಿಗಲ್ಲಾಗಿರುವ ಈ ದಿನವೇ ಭಾರತವನ್ನು ಎರಡು ದೇಶಗಳಾಗಿ ವಿಭಜಿಸಲಾಯಿತು <box>1379 125 1509 199</box>
school-subhead: ಖಾಸಗಿ ಶಾಲೆಗಳಿಗೆ ಕಮ್ಮಿಯಿಲ್ಲ ನಮ್ಮೂರ ಶಾಲೆ: ಟಿ.ಆರ್.ಪುರುಷೋತ್ತಮ <box>426 1842 1518 1890</box>
editor-credit: Editor:RAGHU.A.N <box>239 46 407 65</box>
side-story-title-box <box>860 446 1138 535</box>
school-col-3: ಇದ್ದರು. ಹಳೆಯ ವಿದ್ಯಾರ್ಥಿಗಳ ಕಾರ್ಯವನ್ನು ಮುಖ್ಯಶಿಕ್ಷಕ ಪುರುಷೋತ್ತಮ, ಶಿಕ್ಷಕರಾದ ಗೀತಮ್ಮ ಮತ್ತು ಗ್ರಾಮಸ್ಥರು ಶ್ಲಾಘಿಸಿದರು. ಸರ್ಕಾರಿ ಶಾಲೆಗಳ ಹಳೆಯ ವಿದ್ಯಾರ್ಥಿಗಳು ತಮ್ಮ ಶಾಲೆಗಳ ಅಭಿವೃದ್ಧಿಗೆ ಕೈಜೋಡಿಸಿದರೆ ಶಾಲೆಗಳು ಮಾದರಿಯಾಗಿ ರೂಪುಗೊಳ್ಳಲು ಸಾಧ್ಯ. ದಾನಿಗಳು ಕಲಿತ ಶಾಲೆಗೆ ಸೌಲಭ್ಯ ಕಲ್ಪಿಸುವುದು ಹೆಮ್ಮೆಯ ವಿಷಯ ಎಂದರು. <box>909 2128 1133 2228</box>
lead-col-2: ಮೂಲ ವೇತನಕ್ಕೆ ತಕ್ಕಂತೆ ಅಕ್ರಮಗಳಲ್ಲಿ ಹಣ ಪಡೆದು ವರ್ಗಗಳನ್ನು ಉದ್ಯೋಗಿಗಳನ್ನಾಗಿ ಆಯ್ಕೆ ಮಾಡಲು ಹಣ ಪಡೆದ ಆರೋಪ ಕೇಳಿಬಂದಿದೆ. ಮಾಜಿಗಳ ವಿರುದ್ಧ ಪೊಲೀಸರು ದೂರು ನೀಡಲು ಹೊರಟಿರುವ ಅಭ್ಯರ್ಥಿಗಳು ನ್ಯಾಯಾಲಯದ ಮೆಟ್ಟಿಲೇರಿದ್ದಾರೆ. ಹೊಸ ನಿರ್ದೇಶಕರ ಮಂಡಳಿಯು ಈ ಹಿಂದಿನ ಪರೀಕ್ಷೆ ರದ್ದು ಮಾಡಿ ಹೊಸದಾಗಿ ನೇಮಕಾತಿ ಪ್ರಕ್ರಿಯೆ ಮುಂದುವರೆಸಲು ನಿರ್ಧರಿಸಿದೆ. ವಿಚಾರಣೆ ಇಲ್ಲದೇ ನೇಮಕಾತಿ..?: ತುಮುಲ್ ನೇಮಕಾತಿ ಪ್ರಕ್ರಿಯೆಯಲ್ಲಿನ ಗೊಂದಲ ಹಾಗೂ ಅವ್ಯವಹಾರ ಬಗ್ಗೆ ರಾಜ್ಯ ಉಚ್ಚ ನ್ಯಾಯಾಲಯದಲ್ಲಿ ದಾಖಲಾಗಿರುವ ಅರ್ಜಿಗಳ ವಿಚಾರಣೆ ಪ್ರಕ್ರಿಯೆ ನಿರಂತರವಾಗಿ ನಡೆಯುತ್ತಿದ್ದರೂ ಸಹ ಹಳೇ ನೇಮಕಾತಿಯ ಫಲಿತಾಂಶವನ್ನು ಪ್ರಕಟಿಸದೆ ಹೊಸ ಅಧಿಸೂಚನೆ ಹೊರಡಿಸಿರುವ ಬಗ್ಗೆ ಆಕ್ಷೇಪ ವ್ಯಕ್ತವಾಗಿದೆ. ಮಾಜಿಗಳಿಗೆ ನೋಟಿಸ್ ನೀಡುವ ಸಾಧ್ಯತೆ ಇದೆ. <box>293 706 565 891</box>
